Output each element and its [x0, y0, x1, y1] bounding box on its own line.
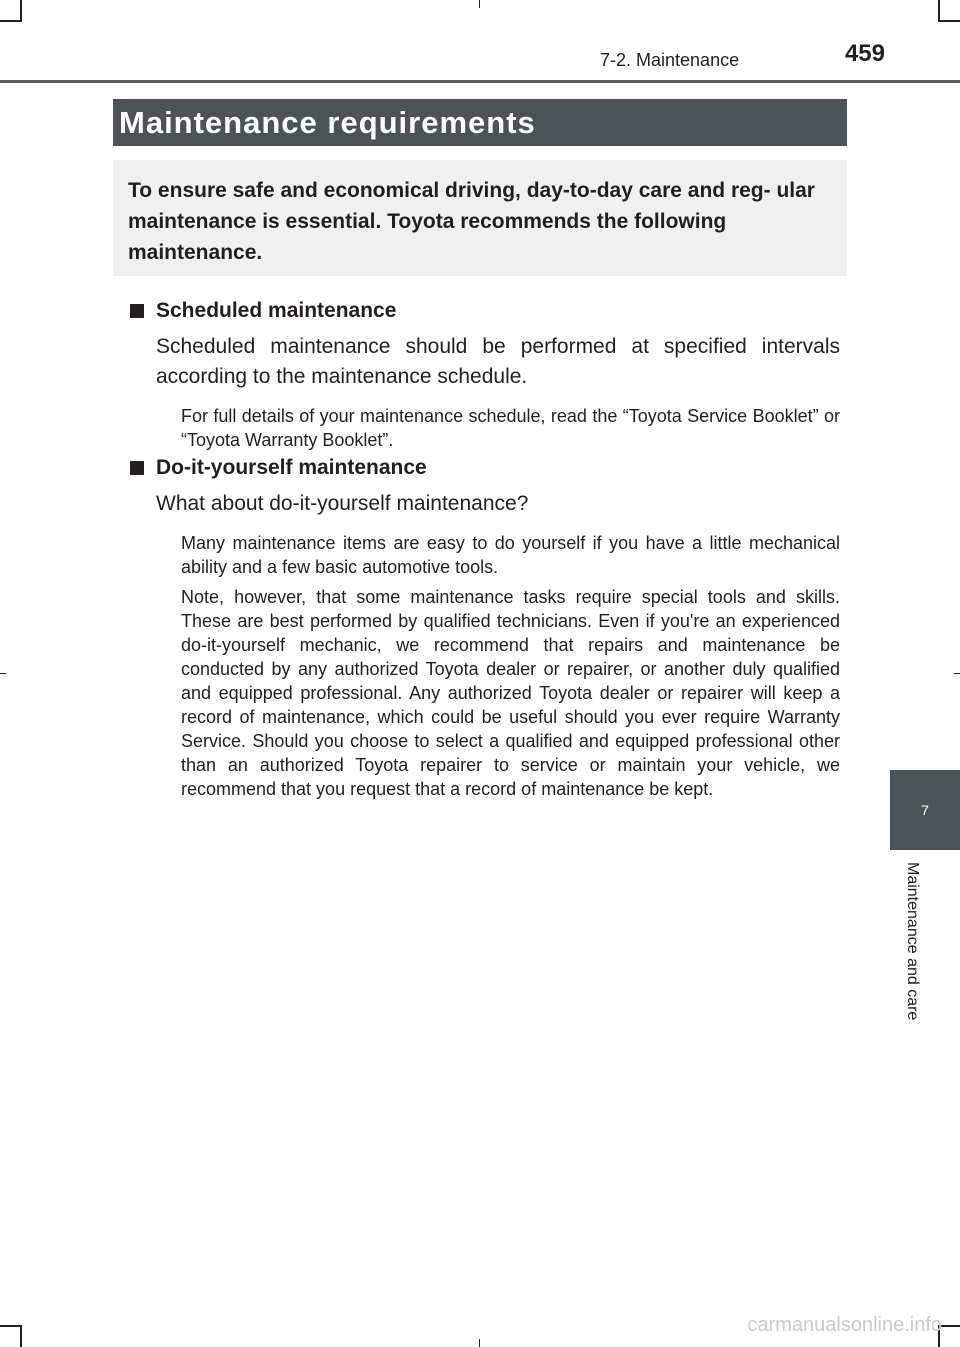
section-heading: [128, 296, 848, 326]
section-lead: Scheduled maintenance should be performed at specified intervals according to the maintenance schedule.: [156, 335, 840, 388]
crop-mark: [20, 1325, 22, 1347]
crop-mark: [0, 20, 22, 22]
header-rule: [0, 80, 960, 83]
section-paragraph: Many maintenance items are easy to do yourself if you have a little mechanical ability and a few basic automotive tools.: [181, 533, 840, 577]
crop-mark: [0, 673, 6, 674]
square-bullet-icon: [130, 304, 144, 318]
watermark: carmanualsonline.info: [747, 1314, 942, 1336]
crop-mark: [0, 1325, 22, 1327]
section-heading-text: Scheduled maintenance: [156, 299, 397, 322]
chapter-number: 7: [921, 802, 929, 818]
section-paragraph: Note, however, that some maintenance tasks require special tools and skills. These are best performed by qualified technicians. Even if you're an experienced do-it-yourself mechanic, we recommend that repairs and maintenance be conducted by any authorized Toyota dealer or repairer, or another duly qualified and equipped professional. Any authorized Toyota dealer or repairer will keep a record of maintenance, which could be useful should you ever require Warranty Service. Should you choose to select a qualified and equipped professional other than an authorized Toyota repairer to service or maintain your vehicle, we recommend that you request that a record of maintenance be kept.: [181, 587, 840, 799]
page-number: 459: [844, 40, 885, 67]
crop-mark: [479, 1339, 480, 1347]
intro-box: [113, 160, 847, 276]
crop-mark: [938, 0, 940, 22]
section-scheduled-maintenance: [128, 296, 848, 452]
crop-mark: [479, 0, 480, 8]
section-lead: What about do-it-yourself maintenance?: [156, 492, 529, 515]
crop-mark: [938, 20, 960, 22]
crop-mark: [954, 673, 960, 674]
chapter-tab: [890, 770, 960, 850]
crop-mark: [20, 0, 22, 22]
section-paragraph: For full details of your maintenance schedule, read the “Toyota Service Booklet” or “Toyota Warranty Booklet”.: [181, 406, 840, 450]
section-heading: [128, 453, 848, 483]
square-bullet-icon: [130, 461, 144, 475]
page-title: Maintenance requirements: [113, 99, 847, 146]
section-diy-maintenance: [128, 453, 848, 801]
intro-text: To ensure safe and economical driving, day-to-day care and reg- ular maintenance is essential. Toyota recommends the following maintenance.: [128, 179, 815, 264]
header-section-title: 7-2. Maintenance: [600, 50, 740, 70]
chapter-label: Maintenance and care: [904, 862, 921, 1021]
section-heading-text: Do-it-yourself maintenance: [156, 456, 427, 479]
